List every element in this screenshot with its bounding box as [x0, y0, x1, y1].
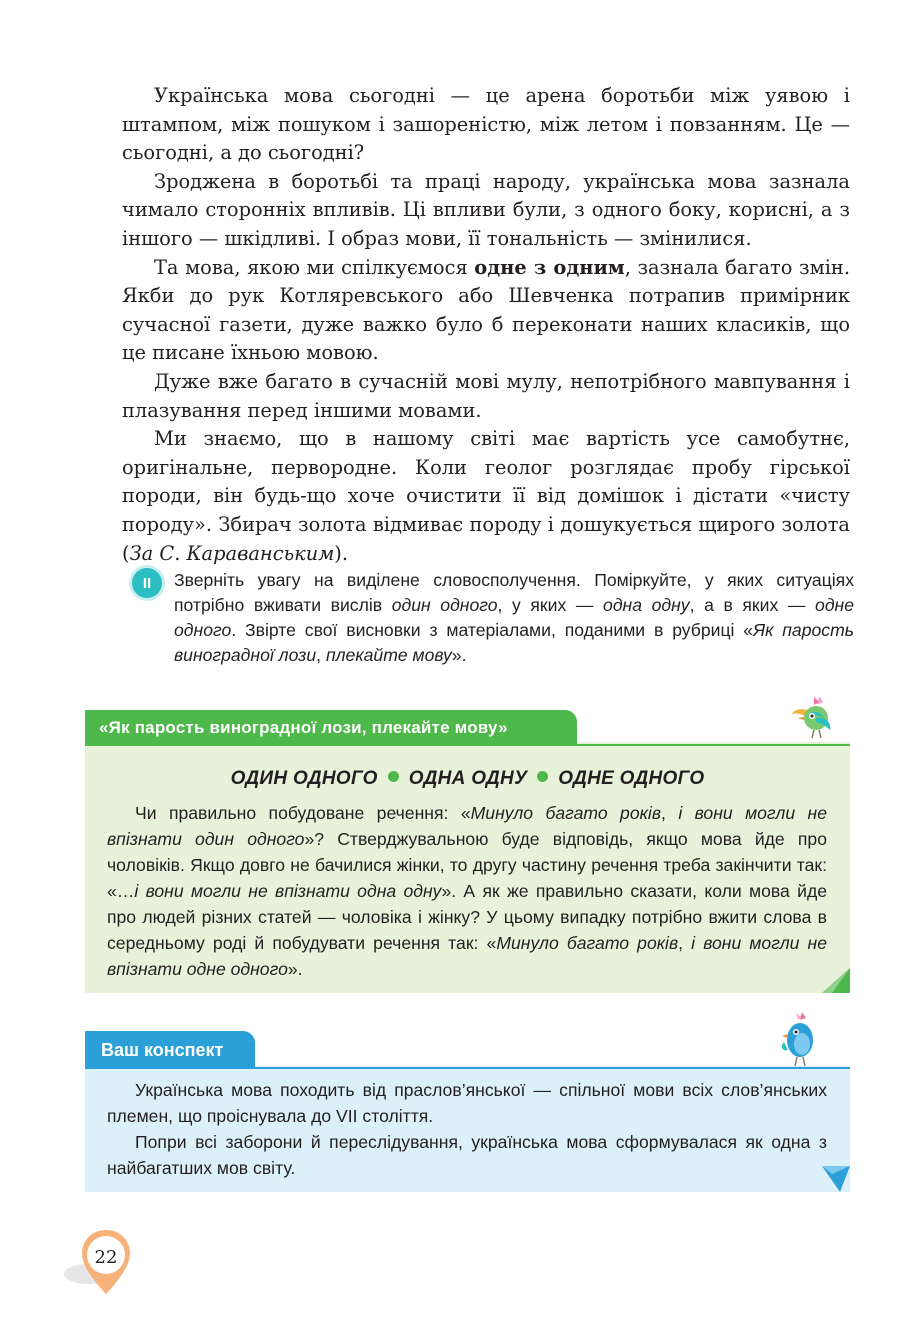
text-run: ,: [678, 933, 692, 953]
bird-blue-icon: [778, 1012, 818, 1070]
bold-phrase: одне з одним: [474, 255, 625, 279]
text-run: , зазнала багато змін. Якби до рук Котляревського або Шевченка потрапив примірник сучасної газети, дуже важко було б переконати наших класиків, що це писане їхньою мовою.: [122, 255, 850, 365]
main-paragraph: [122, 425, 850, 568]
italic-phrase: плекайте мову: [325, 645, 452, 665]
italic-phrase: одна одну: [603, 595, 690, 615]
text-run: ).: [334, 541, 349, 565]
rubric-blue-text: [107, 1077, 827, 1181]
bird-green-icon: [786, 694, 838, 746]
task-text: [174, 568, 854, 668]
text-run: ».: [287, 959, 303, 979]
italic-phrase: одне одного: [174, 595, 855, 640]
summary-paragraph: Українська мова походить від праслов’янської — спільної мови всіх слов’янських племен, що проіснувала до VII століття.: [107, 1080, 827, 1126]
corner-triangle-icon: [822, 968, 850, 993]
text-run: Чи правильно побудоване речення: «: [135, 803, 471, 823]
main-paragraph: [122, 368, 850, 425]
text-run: »? Стверджувальною буде відповідь, якщо мова йде про чоловіків. Якщо довго не бачилися жінки, то другу частину речення треба закінчити так: «…: [107, 829, 827, 901]
main-paragraph: [122, 82, 850, 168]
text-run: ».: [451, 645, 467, 665]
italic-phrase: За С. Караванським: [129, 541, 335, 565]
text-run: . Звірте свої висновки з матеріалами, поданими в рубриці «: [231, 620, 754, 640]
text-run: ,: [316, 645, 326, 665]
rubric-blue-title: Ваш конспект: [85, 1031, 255, 1069]
main-text: [122, 82, 850, 568]
italic-phrase: Минуло багато років: [470, 803, 662, 823]
bullet-dot-icon: [537, 771, 548, 782]
italic-phrase: і вони могли не впізнати одне одного: [107, 933, 827, 979]
italic-phrase: і вони могли не впізнати одна одну: [134, 881, 442, 901]
page-number: 22: [94, 1247, 118, 1268]
corner-triangle-icon: [822, 1166, 850, 1192]
text-run: , у яких —: [497, 595, 604, 615]
text-run: Зроджена в боротьбі та праці народу, українська мова зазнала чимало сторонніх впливів. Ці впливи були, з одного боку, корисні, а з іншого — шкідливі. І образ мови, її тональність — змінилися.: [122, 169, 850, 250]
text-run: Зверніть увагу на виділене словосполучення. Поміркуйте, у яких ситуаціях потрібно вживати вислів: [174, 570, 854, 615]
rubric-green-heading: [85, 768, 850, 790]
text-run: , а в яких —: [689, 595, 816, 615]
italic-phrase: Минуло багато років: [496, 933, 679, 953]
main-paragraph: [122, 168, 850, 254]
task-badge: II: [132, 568, 162, 598]
rubric-green-title: «Як парость виноградної лози, плекайте мову»: [85, 710, 577, 746]
heading-item: ОДИН ОДНОГО: [230, 768, 378, 789]
text-run: Та мова, якою ми спілкуємося: [154, 255, 475, 279]
text-run: ,: [661, 803, 679, 823]
main-paragraph: [122, 254, 850, 368]
rubric-green-text: [107, 800, 827, 982]
heading-item: ОДНЕ ОДНОГО: [558, 768, 705, 789]
text-run: Українська мова сьогодні — це арена боротьби між уявою і штампом, між пошуком і зашореністю, між летом і повзанням. Це — сьогодні, а до сьогодні?: [122, 84, 850, 165]
text-run: Дуже вже багато в сучасній мові мулу, непотрібного мавпування і плазування перед іншими мовами.: [122, 369, 850, 422]
text-run: Ми знаємо, що в нашому світі має вартість усе самобутнє, оригінальне, первородне. Коли геолог розглядає пробу гірської породи, він будь-що хоче очистити її від домішок і дістати «чисту породу». Збирач золота відмиває породу і дошукується щирого золота (: [122, 427, 850, 565]
italic-phrase: і вони могли не впізнати один одного: [107, 803, 827, 849]
bullet-dot-icon: [388, 771, 399, 782]
italic-phrase: Як парость виноградної лози: [174, 620, 854, 665]
heading-item: ОДНА ОДНУ: [408, 768, 528, 789]
rubric-blue-line: [255, 1067, 850, 1069]
text-run: ». А як же правильно сказати, коли мова йде про людей різних статей — чоловіка і жінку? У цьому випадку потрібно вжити слова в середньому роді й побудувати речення так: «: [107, 881, 827, 953]
italic-phrase: один одного: [391, 595, 498, 615]
summary-paragraph: Попри всі заборони й переслідування, українська мова сформувалася як одна з найбагатших мов світу.: [107, 1132, 827, 1178]
